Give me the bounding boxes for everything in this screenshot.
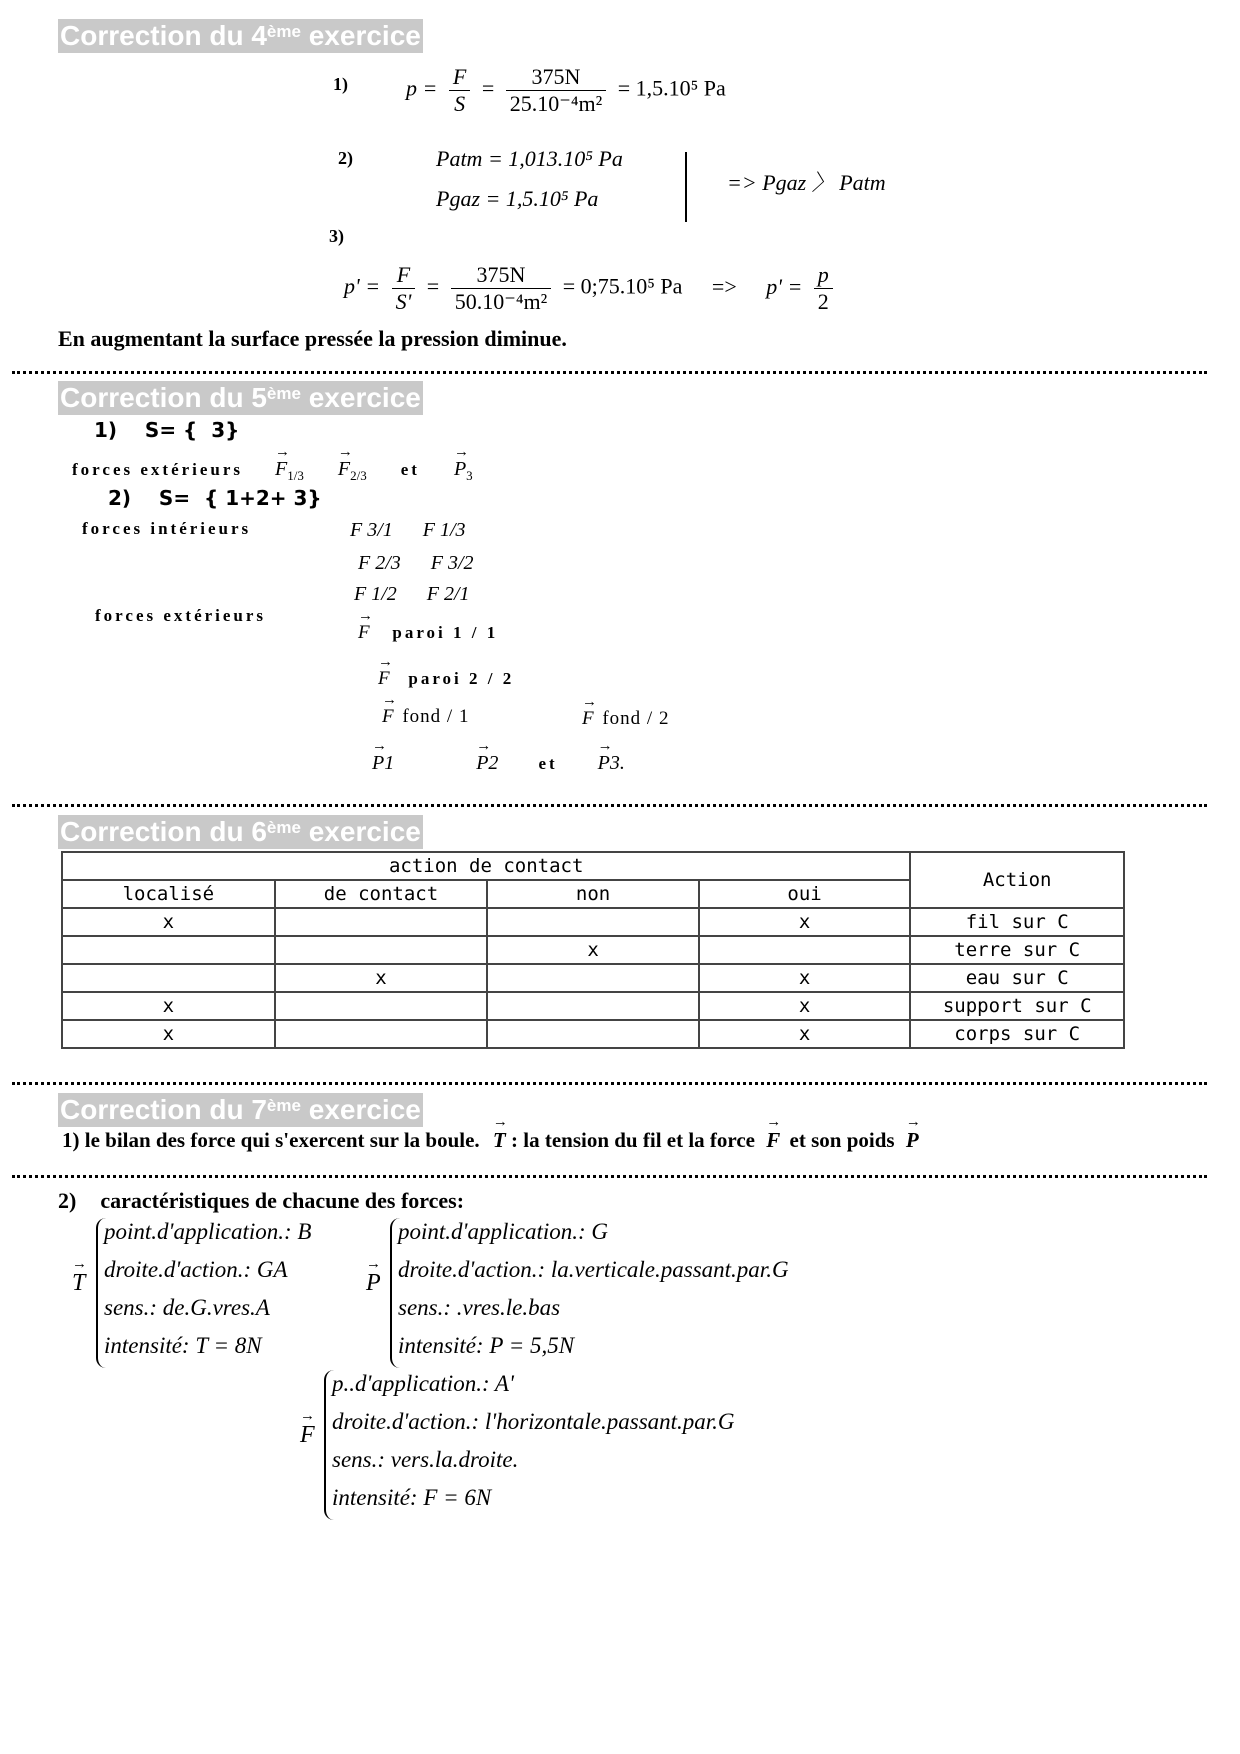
pressure-equation-2: p' = $\frac{F}{S'}$ = $\frac{375N}{\text{50.10⁻⁴m²}}$ = 0;75.10⁵ Pa => p' = $\frac{p}{2}$: [344, 262, 839, 315]
action-cell: fil sur C: [910, 908, 1124, 936]
external-forces-2-label: forces extérieurs: [95, 606, 267, 625]
section-5-title: Correction du 5ème exercice: [60, 382, 421, 413]
table-cell: [487, 908, 699, 936]
action-cell: corps sur C: [910, 1020, 1124, 1048]
table-row: [62, 908, 1124, 936]
force-P-symbol: → P: [366, 1270, 381, 1297]
table-cell: [487, 1020, 699, 1048]
table-cell: [62, 936, 275, 964]
section-6-title: Correction du 6ème exercice: [60, 816, 421, 847]
section-4-title: Correction du 4ème exercice: [60, 20, 421, 51]
action-cell: terre sur C: [910, 936, 1124, 964]
dotted-separator: [12, 1175, 1207, 1178]
force-pair-row-2: F 2/3 F 3/2: [358, 552, 474, 574]
table-cell: x: [62, 908, 275, 936]
table-row: [62, 1020, 1124, 1048]
table-row: [62, 964, 1124, 992]
force-T-symbol: → T: [72, 1270, 85, 1297]
table-cell: x: [699, 908, 911, 936]
column-header: oui: [699, 880, 911, 908]
force-T-characteristics: point.d'application.: B droite.d'action.: GA sens.: de.G.vres.A intensité: T = 8N: [104, 1219, 312, 1358]
column-header: localisé: [62, 880, 275, 908]
table-cell: [487, 992, 699, 1020]
group-header: action de contact: [62, 852, 910, 880]
pressure-equation-1: p = $\frac{F}{S}$ = $\frac{375N}{\text{25.10⁻⁴m²}}$ = 1,5.10⁵ Pa: [406, 64, 726, 116]
p-gaz: Pgaz = 1,5.10⁵ Pa: [436, 186, 599, 211]
pressure-comparison: => Pgaz 〉 Patm: [727, 170, 886, 195]
table-cell: [487, 964, 699, 992]
weights-row: → P1 → P2 et → P3.: [372, 752, 625, 775]
system-1: 1) S= { 3}: [94, 418, 240, 442]
table-cell: x: [62, 1020, 275, 1048]
table-cell: [699, 936, 911, 964]
action-cell: eau sur C: [910, 964, 1124, 992]
force-pair-row-3: F 1/2 F 2/1: [354, 583, 470, 605]
p-atm: Patm = 1,013.10⁵ Pa: [436, 146, 623, 171]
internal-forces-label: forces intérieurs: [82, 519, 252, 538]
force-paroi-1: → F paroi 1 / 1: [358, 622, 498, 644]
force-F-characteristics: p..d'application.: A' droite.d'action.: l'horizontale.passant.par.G sens.: vers.la.droite. intensité: F = 6N: [332, 1371, 735, 1510]
dotted-separator: [12, 1082, 1207, 1085]
table-cell: x: [275, 964, 488, 992]
characteristics-heading: 2) caractéristiques de chacune des forces:: [58, 1188, 465, 1213]
table-cell: x: [62, 992, 275, 1020]
force-fond-1: → F fond / 1: [382, 706, 469, 728]
table-cell: x: [699, 1020, 911, 1048]
forces-inventory: 1) le bilan des force qui s'exercent sur la boule. → T : la tension du fil et la force → F et son poids → P: [62, 1128, 919, 1153]
q3-label: 3): [329, 226, 344, 246]
system-2: 2) S= { 1+2+ 3}: [108, 486, 322, 510]
conclusion-text: En augmentant la surface pressée la pression diminue.: [58, 326, 567, 351]
table-cell: [62, 964, 275, 992]
dotted-separator: [12, 371, 1207, 374]
divider-bar: [685, 152, 687, 222]
force-paroi-2: → F paroi 2 / 2: [378, 668, 514, 690]
table-row: [62, 936, 1124, 964]
force-P-characteristics: point.d'application.: G droite.d'action.: la.verticale.passant.par.G sens.: .vres.le.bas intensité: P = 5,5N: [398, 1219, 789, 1358]
table-cell: [275, 992, 488, 1020]
table-cell: [275, 1020, 488, 1048]
external-forces-1: forces extérieurs → $F_{1/3} \to F_{2/3}$ et → $P_3$: [72, 458, 473, 484]
table-cell: x: [699, 964, 911, 992]
force-pair-row-1: F 3/1 F 1/3: [350, 519, 466, 541]
table-cell: [275, 936, 488, 964]
column-header: de contact: [275, 880, 488, 908]
force-F-symbol: → F: [300, 1422, 315, 1449]
section-7-title: Correction du 7ème exercice: [60, 1094, 421, 1125]
action-header: Action: [910, 852, 1124, 908]
forces-classification-table: [61, 851, 1125, 1049]
q1-label: 1): [333, 74, 348, 94]
table-cell: x: [487, 936, 699, 964]
table-cell: [275, 908, 488, 936]
force-fond-2: → F fond / 2: [582, 708, 669, 730]
action-cell: support sur C: [910, 992, 1124, 1020]
table-cell: x: [699, 992, 911, 1020]
q2-label: 2): [338, 148, 353, 168]
dotted-separator: [12, 804, 1207, 807]
table-row: [62, 992, 1124, 1020]
column-header: non: [487, 880, 699, 908]
